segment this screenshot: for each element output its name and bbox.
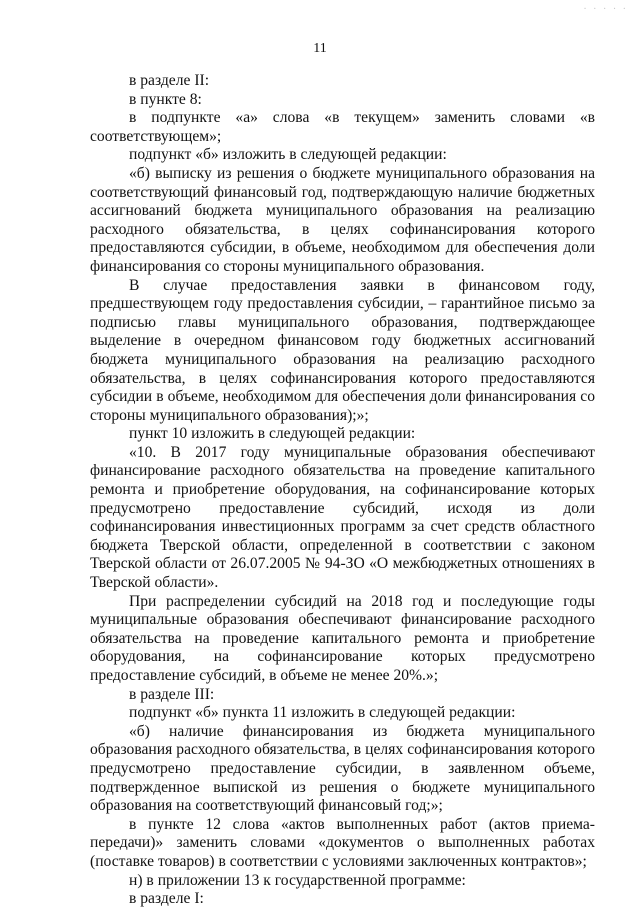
paragraph: При распределении субсидий на 2018 год и последующие годы муниципальные образования обеспечивают финансирование расходного обязательства на проведение капитального ремонта и приобретение оборудования, на софинансирование которых предусмотрено предоставление субсидий, в объеме не менее 20%.»;	[90, 592, 595, 684]
paragraph: в подпункте «а» слова «в текущем» заменить словами «в соответствующем»;	[90, 109, 595, 145]
paragraph: «б) наличие финансирования из бюджета муниципального образования расходного обязательства, в целях софинансирования которого предусмотрено предоставление субсидии, в заявленном объеме, подтвержденное выпиской из решения о бюджете муниципального образования на соответствующий финансовый год;»;	[90, 722, 595, 815]
paragraph: В случае предоставления заявки в финансовом году, предшествующем году предоставления субсидии, – гарантийное письмо за подписью главы муниципального образования, подтверждающее выделение в очередном финансовом году бюджетных ассигнований бюджета муниципального образования на реализацию расходного обязательства, в целях софинансирования которого предоставляются субсидии в объеме, необходимом для обеспечения доли финансирования со стороны муниципального образования);»;	[90, 276, 595, 424]
page-number: 11	[313, 41, 327, 56]
paragraph: подпункт «б» изложить в следующей редакции:	[129, 146, 447, 164]
paragraph: в пункте 8:	[129, 90, 202, 108]
paragraph: «б) выписку из решения о бюджете муниципального образования на соответствующий финансовый год, подтверждающую наличие бюджетных ассигнований бюджета муниципального образования на реализацию расходного обязательства, в целях софинансирования которого предоставляются субсидии, в объеме, необходимом для обеспечения доли финансирования со стороны муниципального образования.	[90, 164, 595, 275]
corner-scan-mark: · · · · ·	[583, 4, 628, 15]
paragraph: в разделе I:	[129, 890, 204, 908]
paragraph: пункт 10 изложить в следующей редакции:	[129, 425, 416, 443]
document-body	[90, 72, 595, 909]
paragraph: в пункте 12 слова «актов выполненных работ (актов приема-передачи)» заменить словами «документов о выполненных работах (поставке товаров) в соответствии с условиями заключенных контрактов»;	[90, 815, 595, 870]
paragraph: подпункт «б» пункта 11 изложить в следующей редакции:	[129, 704, 516, 722]
paragraph: н) в приложении 13 к государственной программе:	[129, 871, 466, 889]
paragraph: в разделе III:	[129, 685, 215, 703]
paragraph: в разделе II:	[129, 72, 210, 89]
paragraph: «10. В 2017 году муниципальные образования обеспечивают финансирование расходного обязательства на проведение капитального ремонта и приобретение оборудования, на софинансирование которых предусмотрено предоставление субсидий, исходя из доли софинансирования инвестиционных программ за счет средств областного бюджета Тверской области, определенной в соответствии с законом Тверской области от 26.07.2005 № 94-ЗО «О межбюджетных отношениях в Тверской области».	[90, 443, 595, 592]
